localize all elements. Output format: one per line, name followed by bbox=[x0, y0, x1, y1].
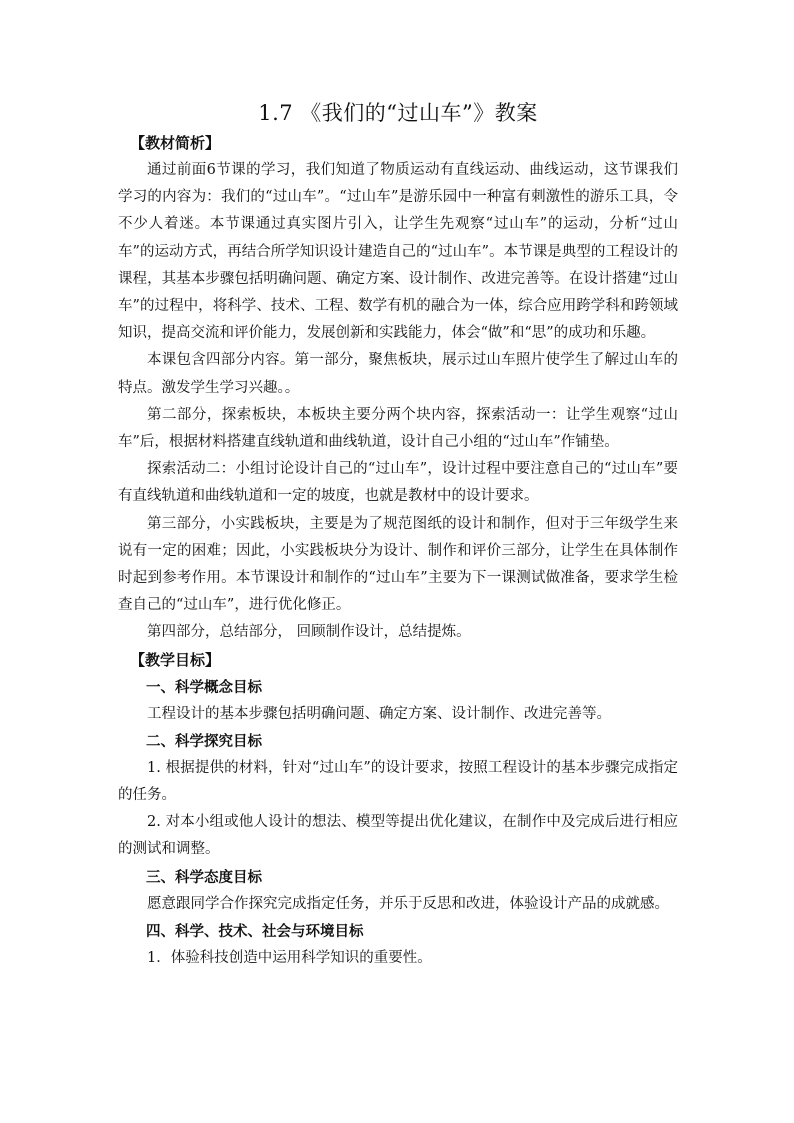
analysis-paragraph-6: 第四部分，总结部分， 回顾制作设计，总结提炼。 bbox=[147, 624, 471, 641]
goal-society-item-1: 1．体验科技创造中运用科学知识的重要性。 bbox=[147, 949, 432, 966]
goal-attitude-text: 愿意跟同学合作探究完成指定任务，并乐于反思和改进，体验设计产品的成就感。 bbox=[147, 895, 669, 912]
document-body bbox=[118, 98, 678, 972]
analysis-paragraph-3: 第二部分，探索板块，本板块主要分两个块内容，探索活动一：让学生观察“过山车”后，根据材料搭建直线轨道和曲线轨道，设计自己小组的“过山车”作铺垫。 bbox=[118, 406, 678, 451]
document-title: 1.7 《我们的“过山车”》教案 bbox=[258, 101, 538, 125]
analysis-paragraph-5: 第三部分，小实践板块，主要是为了规范图纸的设计和制作，但对于三年级学生来说有一定的困难；因此，小实践板块分为设计、制作和评价三部分，让学生在具体制作时起到参考作用。本节课设计和制作的“过山车”主要为下一课测试做准备，要求学生检查自己的“过山车”，进行优化修正。 bbox=[118, 515, 678, 614]
section-analysis bbox=[118, 130, 678, 647]
section-heading-analysis: 【教材简析】 bbox=[130, 134, 221, 152]
goal-attitude-heading: 三、科学态度目标 bbox=[146, 868, 262, 886]
goal-inquiry-item-2: 2. 对本小组或他人设计的想法、模型等提出优化建议，在制作中及完成后进行相应的测试和调整。 bbox=[118, 814, 678, 858]
goal-inquiry-item-1: 1. 根据提供的材料，针对“过山车”的设计要求，按照工程设计的基本步骤完成指定的任务。 bbox=[118, 759, 678, 804]
analysis-paragraph-2: 本课包含四部分内容。第一部分，聚焦板块，展示过山车照片使学生了解过山车的特点。激发学生学习兴趣。。 bbox=[118, 352, 678, 396]
goal-concept-heading: 一、科学概念目标 bbox=[146, 678, 262, 696]
section-goals bbox=[118, 647, 678, 972]
analysis-paragraph-1: 通过前面6节课的学习，我们知道了物质运动有直线运动、曲线运动，这节课我们学习的内容为：我们的“过山车”。“过山车”是游乐园中一种富有刺激性的游乐工具，令不少人着迷。本节课通过真实图片引入，让学生先观察“过山车”的运动，分析“过山车”的运动方式，再结合所学知识设计建造自己的“过山车”。本节课是典型的工程设计的课程，其基本步骤包括明确问题、确定方案、设计制作、改进完善等。在设计搭建“过山车”的过程中，将科学、技术、工程、数学有机的融合为一体，综合应用跨学科和跨领域知识，提高交流和评价能力，发展创新和实践能力，体会“做”和“思”的成功和乐趣。 bbox=[118, 162, 678, 342]
analysis-paragraph-4: 探索活动二：小组讨论设计自己的“过山车”，设计过程中要注意自己的“过山车”要有直线轨道和曲线轨道和一定的坡度，也就是教材中的设计要求。 bbox=[118, 461, 678, 505]
goal-concept-text: 工程设计的基本步骤包括明确问题、确定方案、设计制作、改进完善等。 bbox=[147, 705, 611, 722]
section-heading-goals: 【教学目标】 bbox=[130, 650, 221, 669]
goal-inquiry-heading: 二、科学探究目标 bbox=[146, 732, 262, 750]
goal-society-heading: 四、科学、技术、社会与环境目标 bbox=[146, 922, 364, 940]
